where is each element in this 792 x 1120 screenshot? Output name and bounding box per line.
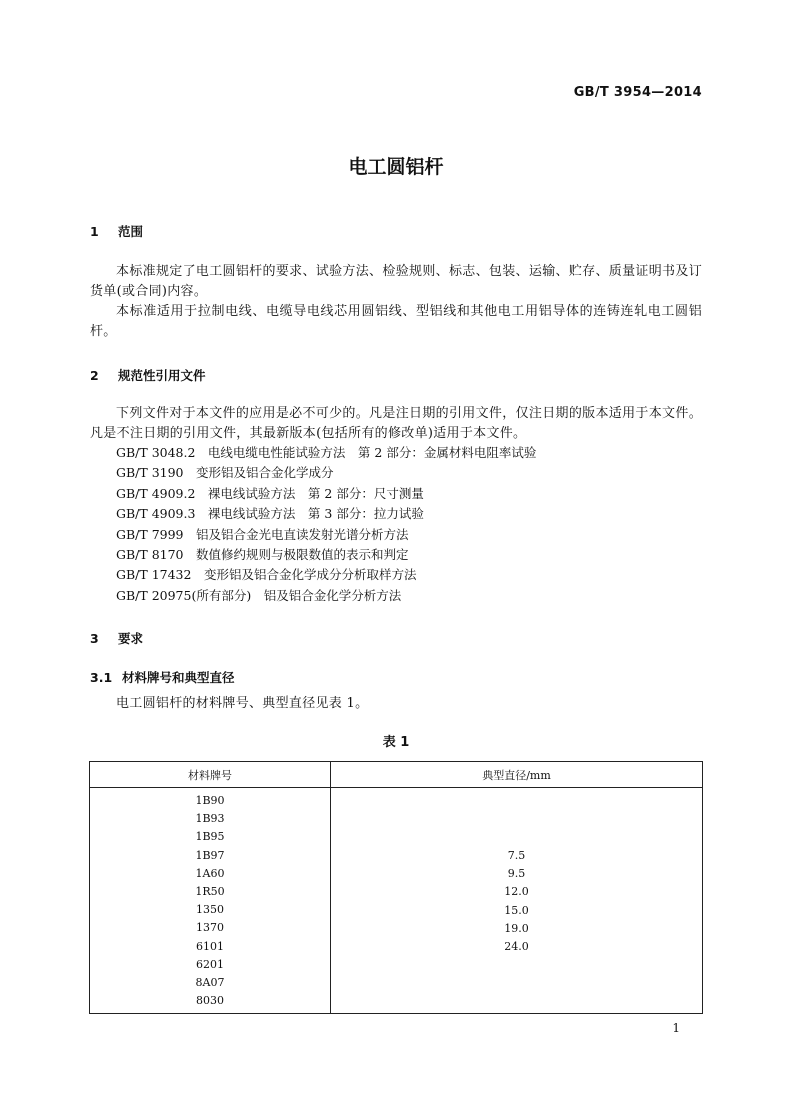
standard-code: GB/T 3954—2014 xyxy=(573,85,702,100)
column-header-grade: 材料牌号 xyxy=(90,762,331,788)
section-title: 范围 xyxy=(118,224,144,239)
diameter-cell: 7.5 xyxy=(507,849,526,862)
reference-item: GB/T 17432 变形铝及铝合金化学成分分析取样方法 xyxy=(116,567,417,583)
grade-cell: 1B90 xyxy=(195,794,225,807)
paragraph: 下列文件对于本文件的应用是必不可少的。凡是注日期的引用文件，仅注日期的版本适用于本文件。凡是不注日期的引用文件，其最新版本(包括所有的修改单)适用于本文件。 xyxy=(90,406,702,441)
subsection-number: 3.1 xyxy=(90,670,113,685)
page-number: 1 xyxy=(672,1021,680,1035)
section-number: 1 xyxy=(90,224,99,239)
grade-cell: 1350 xyxy=(196,903,224,917)
diameter-cell: 24.0 xyxy=(504,940,529,954)
section-1-heading xyxy=(90,222,143,240)
reference-item: GB/T 4909.2 裸电线试验方法 第 2 部分：尺寸测量 xyxy=(116,485,424,501)
table-caption: 表 1 xyxy=(382,735,410,750)
document-title: 电工圆铝杆 xyxy=(348,156,444,178)
reference-item: GB/T 7999 铝及铝合金光电直读发射光谱分析方法 xyxy=(116,526,409,542)
section-3-heading xyxy=(90,629,143,647)
grade-cell: 1A60 xyxy=(195,866,225,880)
diameter-column xyxy=(331,788,703,1014)
grade-cell: 6201 xyxy=(196,957,224,971)
grade-cell: 1B95 xyxy=(195,830,225,844)
diameter-cell: 19.0 xyxy=(504,921,529,935)
diameter-cell: 9.5 xyxy=(507,867,526,881)
section-number: 2 xyxy=(90,368,99,383)
section-number: 3 xyxy=(90,631,99,646)
section-title: 要求 xyxy=(118,631,144,646)
paragraph: 电工圆铝杆的材料牌号、典型直径见表 1。 xyxy=(116,696,369,711)
diameter-cell: 12.0 xyxy=(504,885,529,899)
material-table xyxy=(89,761,703,1014)
grade-cell: 1R50 xyxy=(195,885,225,899)
reference-list xyxy=(116,443,536,606)
reference-item: GB/T 8170 数值修约规则与极限数值的表示和判定 xyxy=(116,547,409,563)
column-header-diameter: 典型直径/mm xyxy=(331,762,703,788)
subsection-title: 材料牌号和典型直径 xyxy=(122,670,235,685)
grade-cell: 1370 xyxy=(196,921,224,935)
section-title: 规范性引用文件 xyxy=(118,368,206,383)
grade-cell: 8030 xyxy=(196,994,224,1008)
reference-item: GB/T 3190 变形铝及铝合金化学成分 xyxy=(116,465,334,481)
grade-cell: 1B93 xyxy=(195,812,225,826)
reference-item: GB/T 4909.3 裸电线试验方法 第 3 部分：拉力试验 xyxy=(116,506,424,522)
diameter-cell: 15.0 xyxy=(504,903,529,917)
subsection-3-1-heading xyxy=(90,668,235,686)
section-2-heading xyxy=(90,366,206,384)
grade-cell: 6101 xyxy=(196,939,224,953)
paragraph: 本标准适用于拉制电线、电缆导电线芯用圆铝线、型铝线和其他电工用铝导体的连铸连轧电工圆铝杆。 xyxy=(90,304,702,339)
grade-column xyxy=(90,788,331,1014)
grade-cell: 8A07 xyxy=(195,976,225,990)
paragraph: 本标准规定了电工圆铝杆的要求、试验方法、检验规则、标志、包装、运输、贮存、质量证明书及订货单(或合同)内容。 xyxy=(90,264,702,299)
reference-item: GB/T 3048.2 电线电缆电性能试验方法 第 2 部分：金属材料电阻率试验 xyxy=(116,445,537,460)
grade-cell: 1B97 xyxy=(195,848,225,862)
reference-item: GB/T 20975(所有部分) 铝及铝合金化学分析方法 xyxy=(116,587,402,603)
